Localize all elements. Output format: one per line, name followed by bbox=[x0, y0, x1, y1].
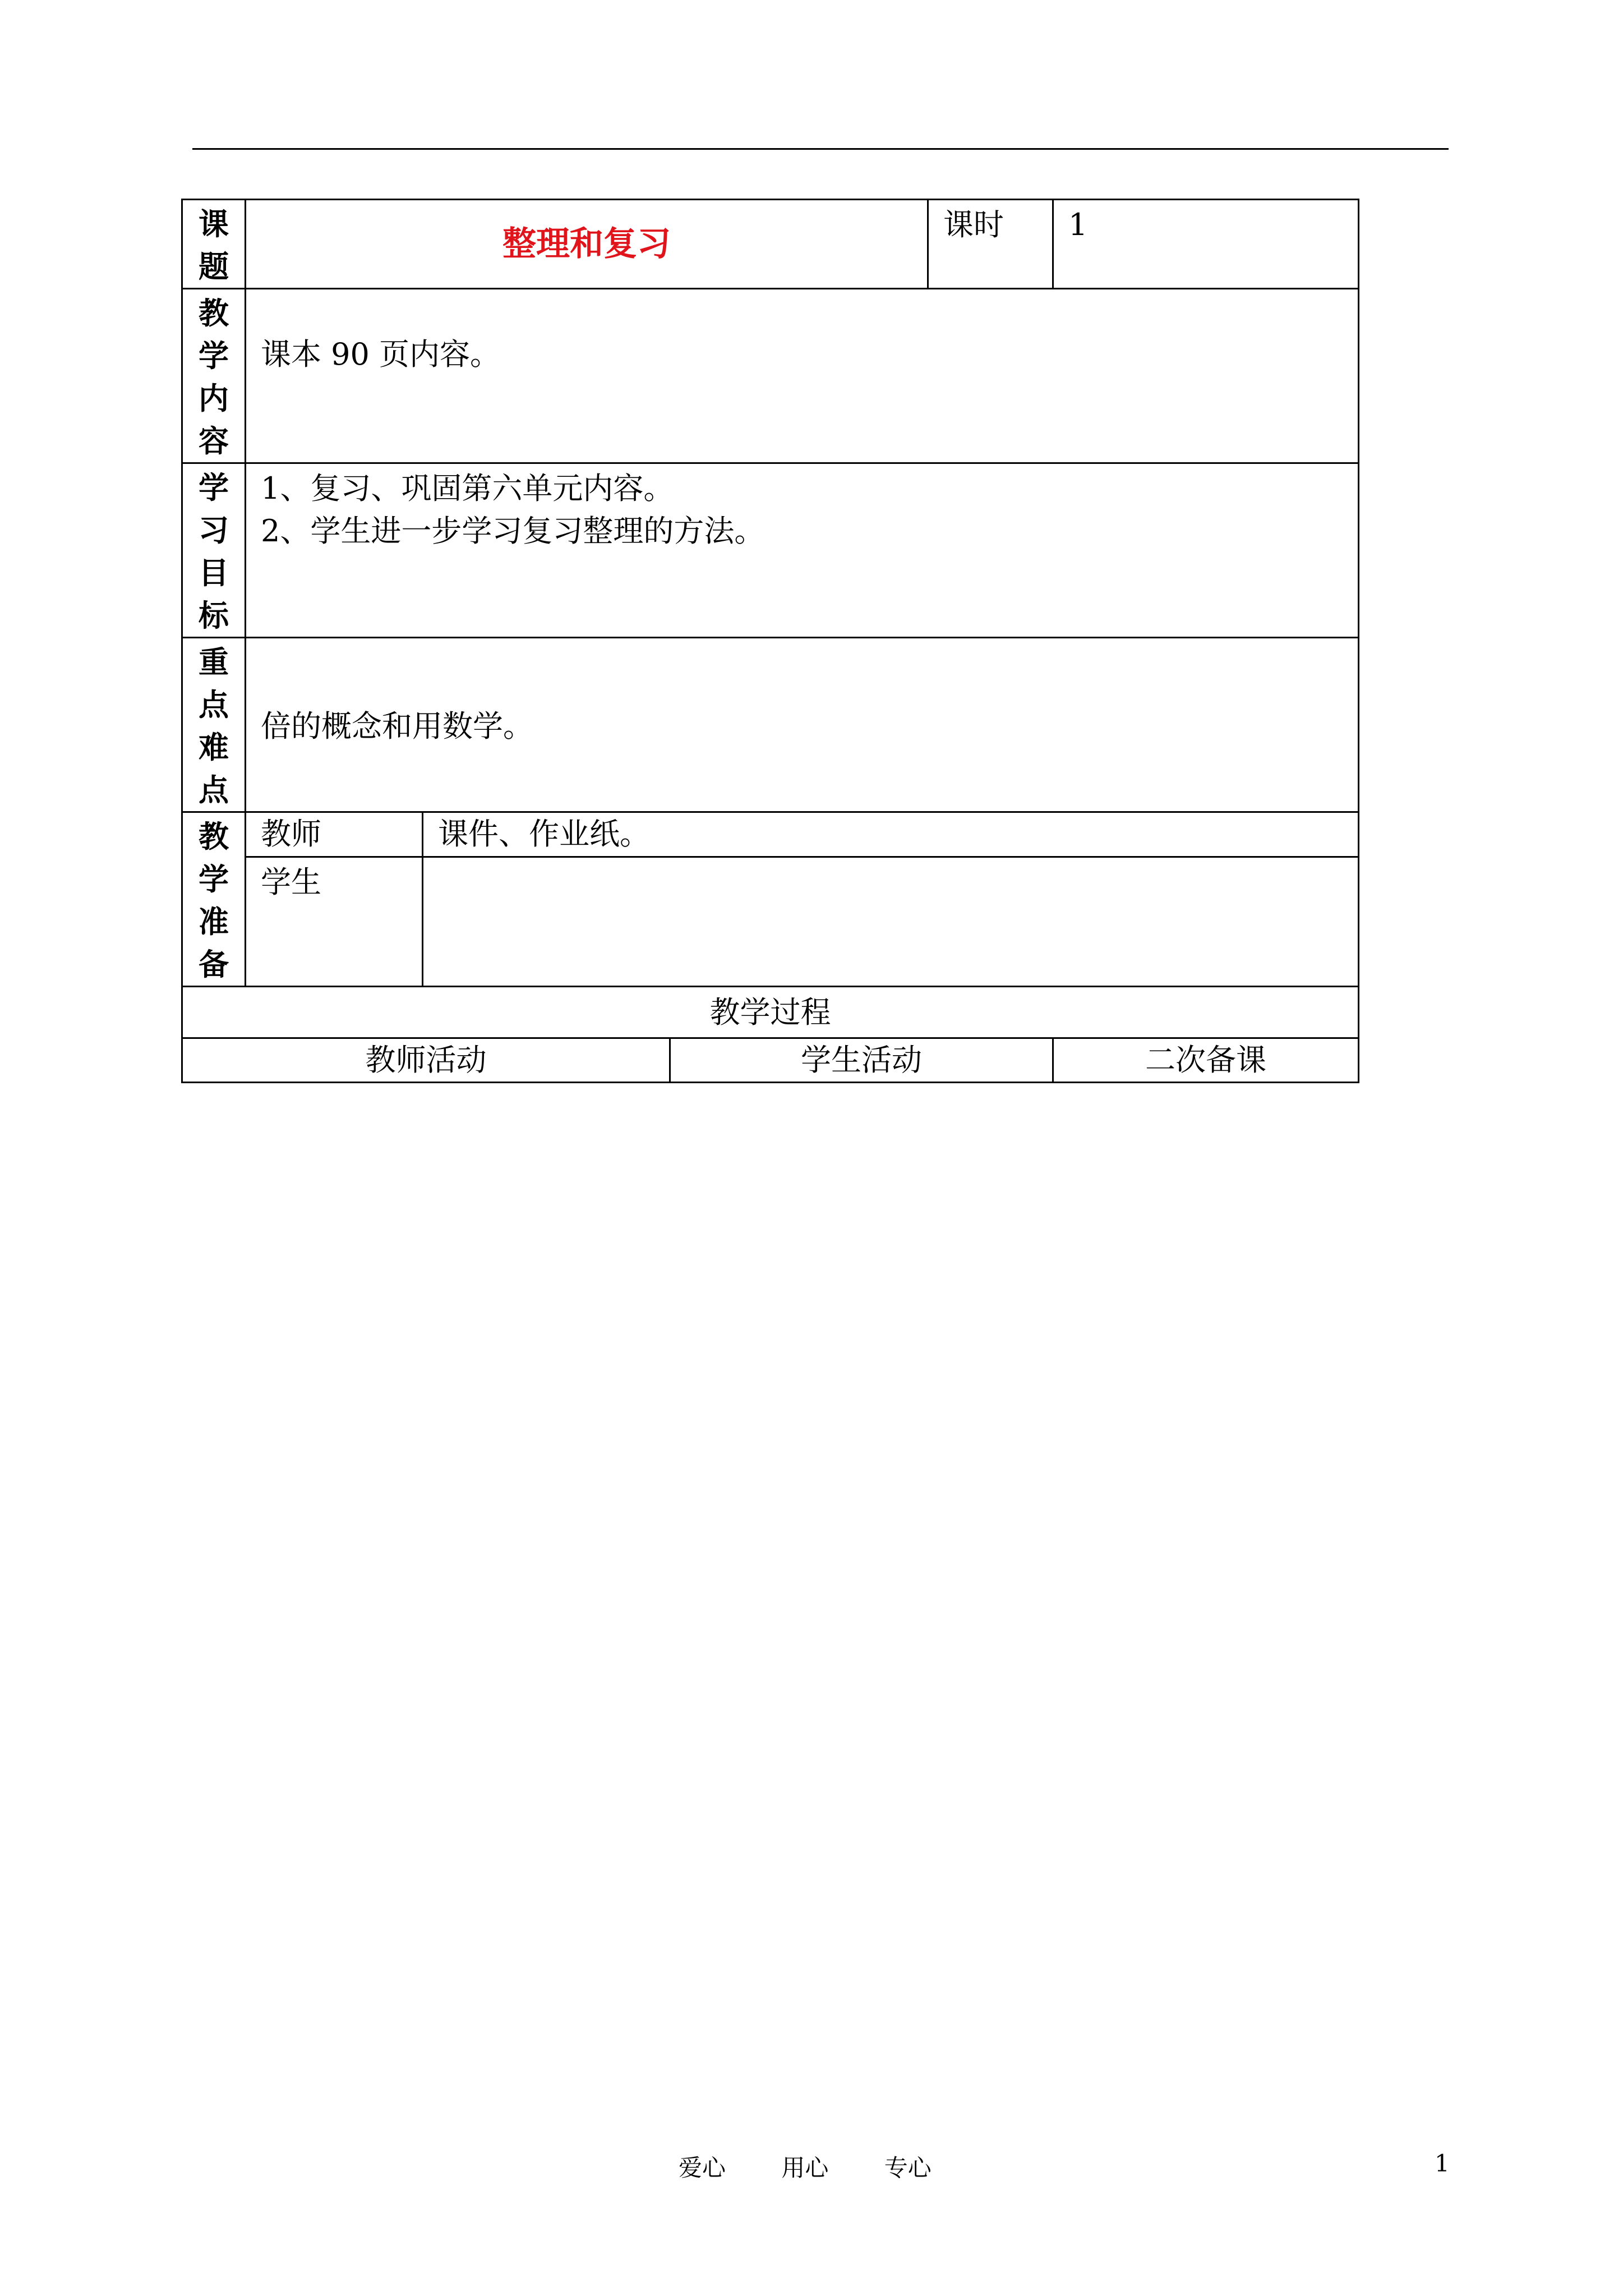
goals-label: 学 习 目 标 bbox=[182, 463, 246, 638]
student-prep-label: 学生 bbox=[246, 857, 423, 987]
goals-text bbox=[246, 463, 1359, 638]
topic-label: 课 题 bbox=[182, 200, 246, 289]
periods-value: 1 bbox=[1053, 200, 1359, 289]
prep-label: 教 学 准 备 bbox=[182, 812, 246, 987]
process-header: 教学过程 bbox=[182, 987, 1359, 1038]
header-rule bbox=[192, 148, 1449, 150]
second-prep-header: 二次备课 bbox=[1053, 1038, 1359, 1083]
key-points-row bbox=[182, 638, 1359, 812]
student-activity-header: 学生活动 bbox=[670, 1038, 1053, 1083]
goals-row bbox=[182, 463, 1359, 638]
key-points-label: 重 点 难 点 bbox=[182, 638, 246, 812]
process-header-row bbox=[182, 987, 1359, 1038]
content-row bbox=[182, 289, 1359, 463]
goal-item: 1、复习、巩固第六单元内容。 bbox=[261, 471, 674, 506]
prep-teacher-row bbox=[182, 812, 1359, 857]
footer-word: 专心 bbox=[884, 2154, 932, 2182]
footer-word: 用心 bbox=[781, 2154, 829, 2182]
activity-columns-row bbox=[182, 1038, 1359, 1083]
student-prep-text bbox=[423, 857, 1359, 987]
teacher-activity-header: 教师活动 bbox=[182, 1038, 670, 1083]
prep-student-row bbox=[182, 857, 1359, 987]
teacher-prep-label: 教师 bbox=[246, 812, 423, 857]
content-text: 课本 90 页内容。 bbox=[246, 289, 1359, 463]
periods-label: 课时 bbox=[928, 200, 1053, 289]
content-label: 教 学 内 容 bbox=[182, 289, 246, 463]
topic-row bbox=[182, 200, 1359, 289]
lesson-title: 整理和复习 bbox=[246, 200, 928, 289]
page-number: 1 bbox=[1435, 2150, 1450, 2177]
footer-word: 爱心 bbox=[679, 2154, 726, 2182]
goal-item: 2、学生进一步学习复习整理的方法。 bbox=[261, 513, 765, 549]
teacher-prep-text: 课件、作业纸。 bbox=[423, 812, 1359, 857]
lesson-plan-table bbox=[181, 199, 1359, 1083]
key-points-text: 倍的概念和用数学。 bbox=[246, 638, 1359, 812]
footer-motto bbox=[679, 2150, 980, 2183]
